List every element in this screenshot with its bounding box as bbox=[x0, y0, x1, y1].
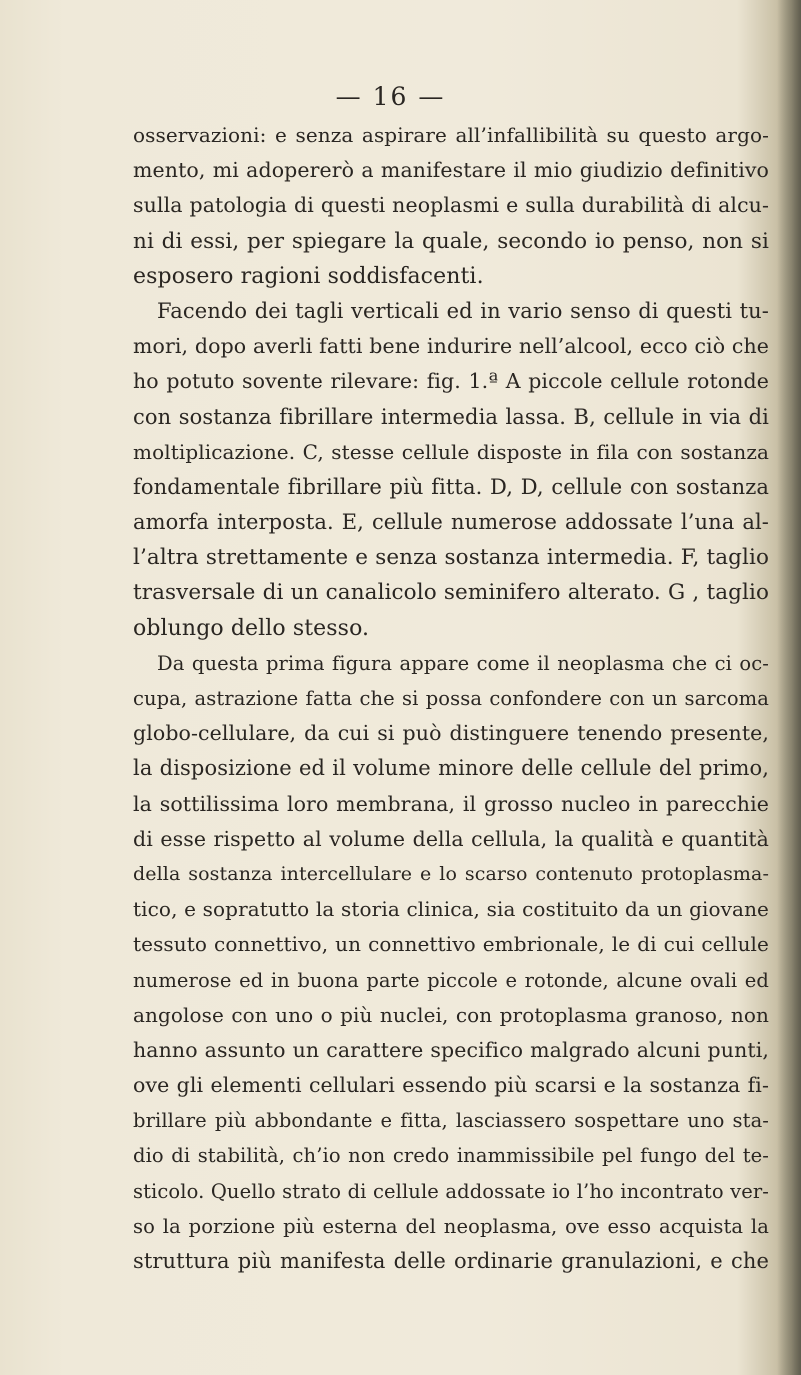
text-line: di esse rispetto al volume della cellula, la qualità e quantità bbox=[133, 826, 769, 851]
text-line: esposero ragioni soddisfacenti. bbox=[133, 263, 484, 289]
text-line: brillare più abbondante e fitta, lasciassero sospettare uno sta- bbox=[133, 1109, 769, 1133]
text-line: ho potuto sovente rilevare: fig. 1.ª A piccole cellule rotonde bbox=[133, 369, 769, 394]
text-line: con sostanza fibrillare intermedia lassa. B, cellule in via di bbox=[133, 404, 769, 429]
text-line: ove gli elementi cellulari essendo più scarsi e la sostanza fi- bbox=[133, 1073, 769, 1098]
text-line: oblungo dello stesso. bbox=[133, 615, 370, 641]
text-line: trasversale di un canalicolo seminifero alterato. G , taglio bbox=[133, 580, 769, 606]
text-line: l’altra strettamente e senza sostanza intermedia. F, taglio bbox=[133, 545, 769, 571]
text-line: numerose ed in buona parte piccole e rotonde, alcune ovali ed bbox=[133, 968, 769, 992]
text-line: sticolo. Quello strato di cellule addossate io l’ho incontrato ver- bbox=[133, 1179, 769, 1203]
text-line: tessuto connettivo, un connettivo embrionale, le di cui cellule bbox=[133, 932, 769, 957]
text-line: Facendo dei tagli verticali ed in vario senso di questi tu- bbox=[157, 298, 769, 323]
text-line: struttura più manifesta delle ordinarie granulazioni, e che bbox=[133, 1249, 769, 1273]
text-line: Da questa prima figura appare come il neoplasma che ci oc- bbox=[157, 651, 769, 675]
text-line: la sottilissima loro membrana, il grosso nucleo in parecchie bbox=[133, 791, 769, 816]
text-line: cupa, astrazione fatta che si possa confondere con un sarcoma bbox=[133, 687, 769, 710]
text-line: moltiplicazione. C, stesse cellule disposte in fila con sostanza bbox=[133, 439, 769, 464]
text-line: hanno assunto un carattere specifico malgrado alcuni punti, bbox=[133, 1037, 769, 1062]
text-line: ni di essi, per spiegare la quale, secondo io penso, non si bbox=[133, 228, 769, 254]
body-text bbox=[133, 118, 769, 1279]
page-number: — 16 — bbox=[335, 82, 446, 111]
text-line: mori, dopo averli fatti bene indurire nell’alcool, ecco ciò che bbox=[133, 334, 769, 359]
page-edge-shadow bbox=[777, 0, 801, 1375]
text-line: fondamentale fibrillare più fitta. D, D, cellule con sostanza bbox=[133, 474, 769, 499]
text-line: globo-cellulare, da cui si può distinguere tenendo presente, bbox=[133, 721, 769, 746]
text-line: dio di stabilità, ch’io non credo inammissibile pel fungo del te- bbox=[133, 1144, 769, 1168]
text-line: angolose con uno o più nuclei, con protoplasma granoso, non bbox=[133, 1002, 769, 1027]
text-line: la disposizione ed il volume minore delle cellule del primo, bbox=[133, 756, 769, 781]
text-line: so la porzione più esterna del neoplasma, ove esso acquista la bbox=[133, 1214, 769, 1238]
text-line: sulla patologia di questi neoplasmi e sulla durabilità di alcu- bbox=[133, 193, 769, 218]
text-line: amorfa interposta. E, cellule numerose addossate l’una al- bbox=[133, 510, 769, 535]
text-line: tico, e sopratutto la storia clinica, sia costituito da un giovane bbox=[133, 897, 769, 922]
text-line: osservazioni: e senza aspirare all’infallibilità su questo argo- bbox=[133, 123, 769, 147]
text-line: della sostanza intercellulare e lo scarso contenuto protoplasma- bbox=[133, 862, 769, 885]
text-line: mento, mi adopererò a manifestare il mio giudizio definitivo bbox=[133, 158, 769, 183]
